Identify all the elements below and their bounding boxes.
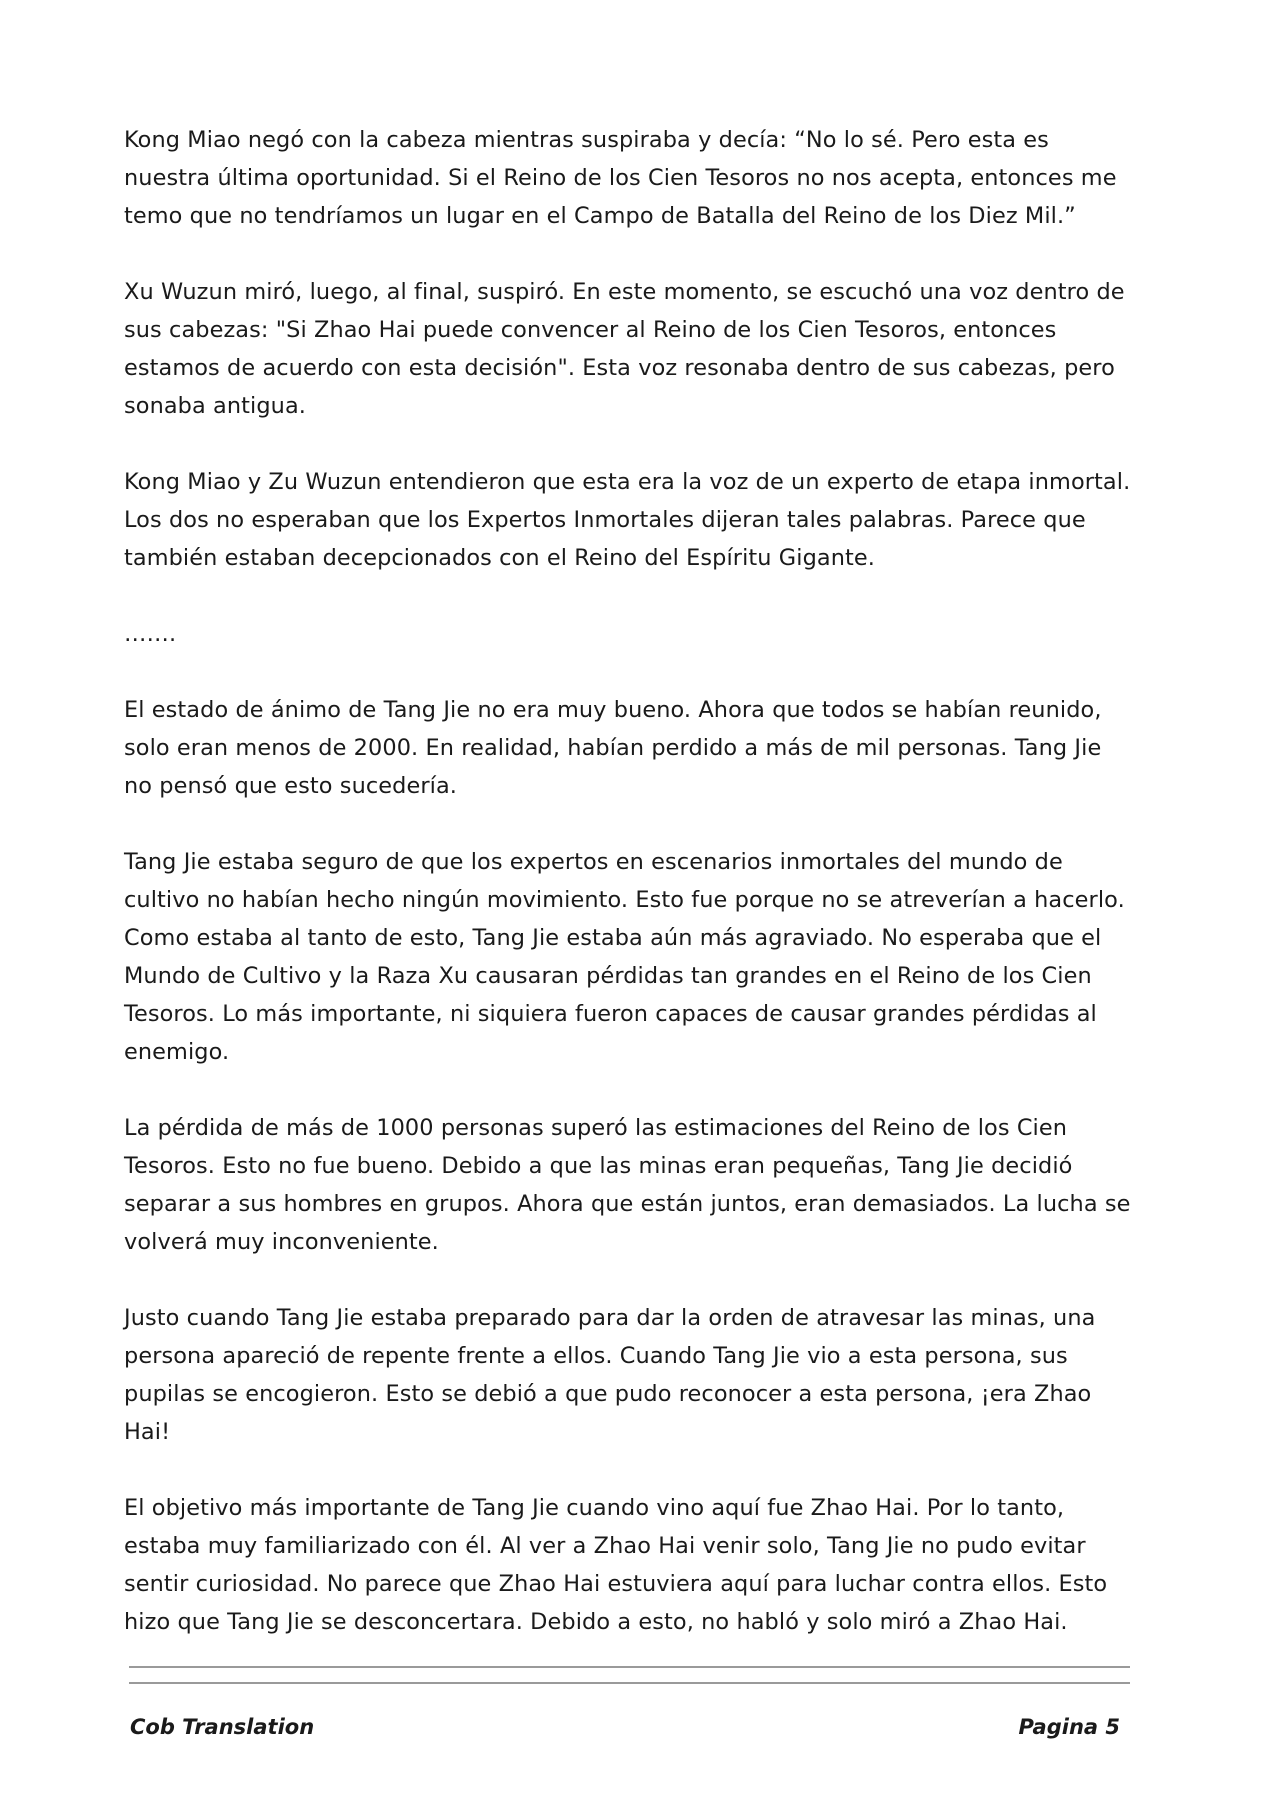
paragraph-7: Justo cuando Tang Jie estaba preparado para dar la orden de atravesar las minas, una persona apareció de repente frente a ellos. Cuando Tang Jie vio a esta persona, sus pupilas se encogieron. Esto se debió a que pudo reconocer a esta persona, ¡era Zhao Hai! [124, 1305, 1096, 1445]
paragraph-4: El estado de ánimo de Tang Jie no era muy bueno. Ahora que todos se habían reunido, solo eran menos de 2000. En realidad, habían perdido a más de mil personas. Tang Jie no pensó que esto sucedería. [124, 697, 1102, 799]
paragraph-5: Tang Jie estaba seguro de que los expertos en escenarios inmortales del mundo de cultivo no habían hecho ningún movimiento. Esto fue porque no se atreverían a hacerlo. Como estaba al tanto de esto, Tang Jie estaba aún más agraviado. No esperaba que el Mundo de Cultivo y la Raza Xu causaran pérdidas tan grandes en el Reino de los Cien Tesoros. Lo más importante, ni siquiera fueron capaces de causar grandes pérdidas al enemigo. [124, 849, 1125, 1065]
body-text [124, 121, 1134, 1679]
footer-publisher: Cob Translation [130, 1715, 315, 1739]
paragraph-1: Kong Miao negó con la cabeza mientras suspiraba y decía: “No lo sé. Pero esta es nuestra última oportunidad. Si el Reino de los Cien Tesoros no nos acepta, entonces me temo que no tendríamos un lugar en el Campo de Batalla del Reino de los Diez Mil.” [124, 127, 1117, 229]
paragraph-3: Kong Miao y Zu Wuzun entendieron que esta era la voz de un experto de etapa inmortal. Los dos no esperaban que los Expertos Inmortales dijeran tales palabras. Parece que también estaban decepcionados con el Reino del Espíritu Gigante. [124, 469, 1131, 571]
footer-page-number: Pagina 5 [1018, 1715, 1120, 1739]
paragraph-6: La pérdida de más de 1000 personas superó las estimaciones del Reino de los Cien Tesoros. Esto no fue bueno. Debido a que las minas eran pequeñas, Tang Jie decidió separar a sus hombres en grupos. Ahora que están juntos, eran demasiados. La lucha se volverá muy inconveniente. [124, 1115, 1131, 1255]
footer-rule-top [129, 1666, 1130, 1668]
paragraph-8: El objetivo más importante de Tang Jie cuando vino aquí fue Zhao Hai. Por lo tanto, estaba muy familiarizado con él. Al ver a Zhao Hai venir solo, Tang Jie no pudo evitar sentir curiosidad. No parece que Zhao Hai estuviera aquí para luchar contra ellos. Esto hizo que Tang Jie se desconcertara. Debido a esto, no habló y solo miró a Zhao Hai. [124, 1495, 1108, 1635]
paragraph-2: Xu Wuzun miró, luego, al final, suspiró. En este momento, se escuchó una voz dentro de sus cabezas: "Si Zhao Hai puede convencer al Reino de los Cien Tesoros, entonces estamos de acuerdo con esta decisión". Esta voz resonaba dentro de sus cabezas, pero sonaba antigua. [124, 279, 1125, 419]
section-separator: ……. [124, 621, 177, 647]
footer-rule-bottom [129, 1682, 1130, 1684]
